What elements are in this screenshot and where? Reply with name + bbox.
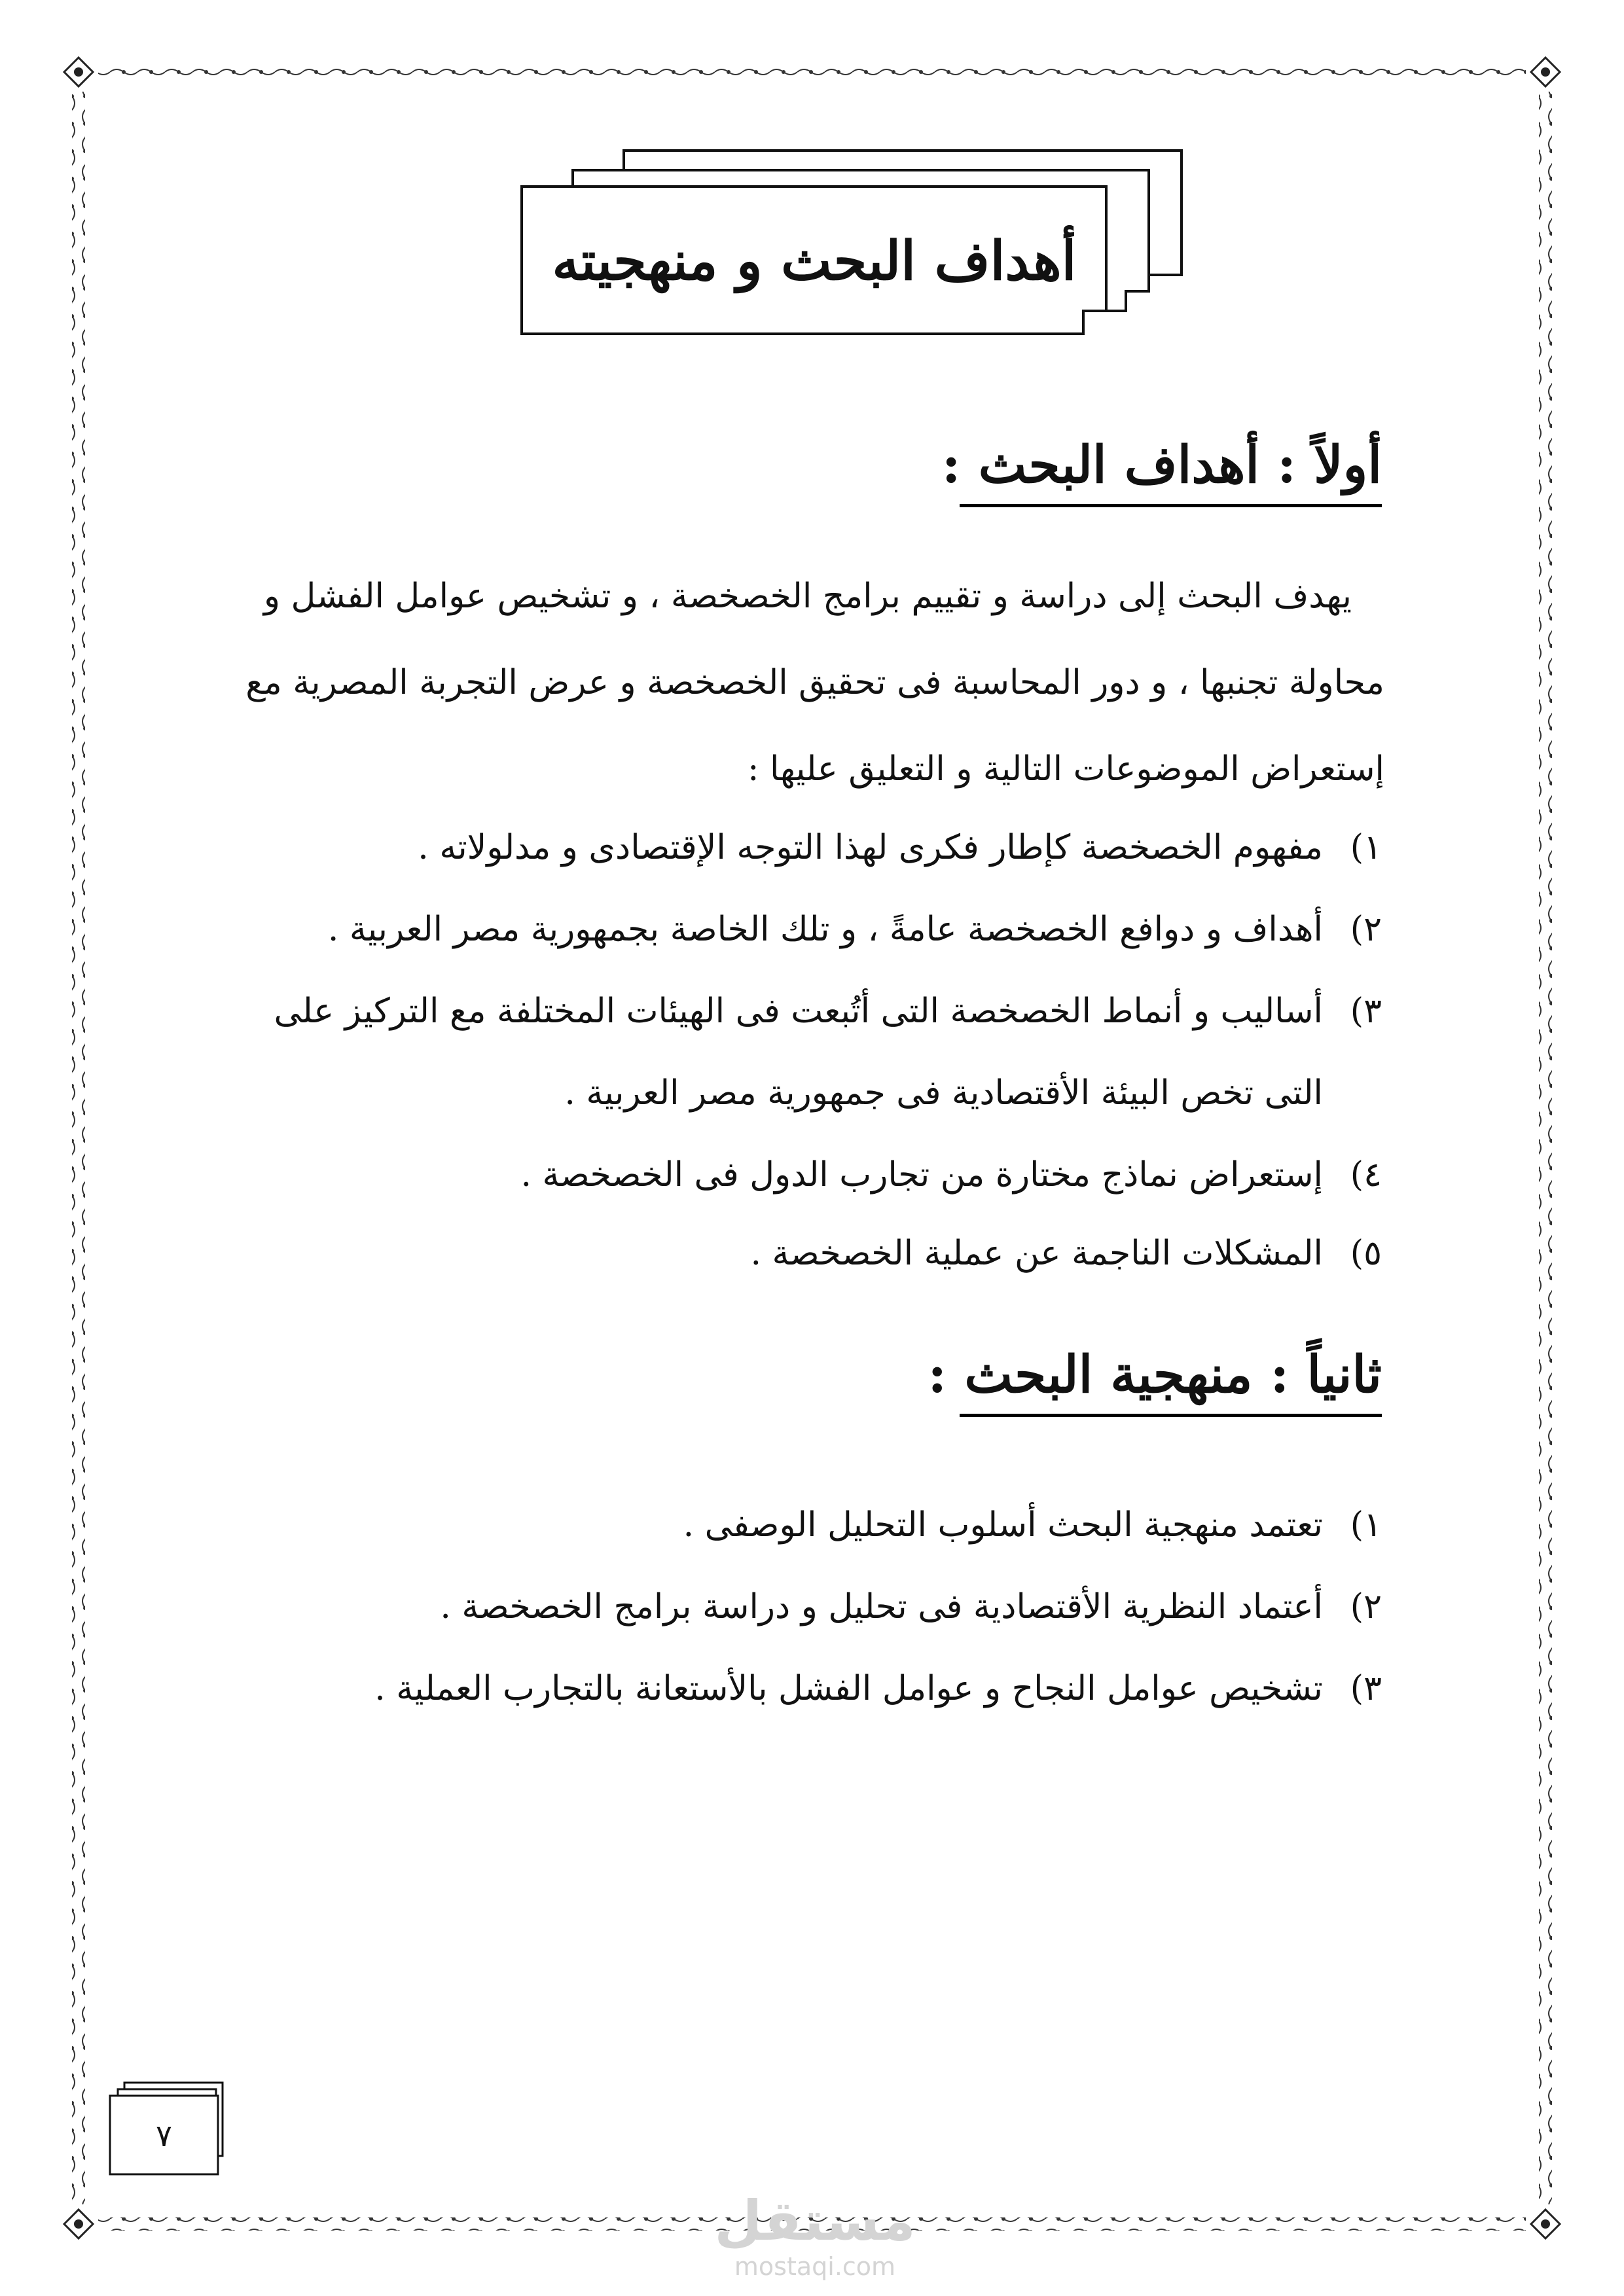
corner-ornament-top-left: [64, 58, 93, 86]
section-heading-methodology: ثانياً : منهجية البحث :: [928, 1345, 1382, 1405]
list-item-continuation: التى تخص البيئة الأقتصادية فى جمهورية مصر العربية .: [564, 1073, 1323, 1113]
paragraph-line: إستعراض الموضوعات التالية و التعليق عليها :: [748, 749, 1384, 789]
corner-ornament-bottom-right: [1531, 2210, 1560, 2238]
border-top: [98, 65, 1526, 79]
heading-underline: [960, 1414, 1382, 1417]
heading-underline: [960, 504, 1382, 507]
border-left: [72, 92, 85, 2204]
border-right: [1539, 92, 1552, 2204]
list-item: ١)تعتمد منهجية البحث أسلوب التحليل الوصفى .: [683, 1505, 1382, 1545]
watermark: [710, 2189, 920, 2281]
list-item: ٤)إستعراض نماذج مختارة من تجارب الدول فى الخصخصة .: [520, 1155, 1382, 1194]
list-item: ١)مفهوم الخصخصة كإطار فكرى لهذا التوجه الإقتصادى و مدلولاته .: [418, 828, 1382, 867]
section-heading-objectives: أولاً : أهداف البحث :: [941, 435, 1382, 495]
page-number: ٧: [156, 2117, 172, 2153]
list-item: ٣)أساليب و أنماط الخصخصة التى أتُبعت فى الهيئات المختلفة مع التركيز على: [274, 992, 1382, 1031]
corner-ornament-top-right: [1531, 58, 1560, 86]
intro-paragraph: [239, 553, 1384, 812]
corner-ornament-bottom-left: [64, 2210, 93, 2238]
watermark-url: mostaqi.com: [734, 2252, 896, 2281]
list-item: ٣)تشخيص عوامل النجاح و عوامل الفشل بالأستعانة بالتجارب العملية .: [374, 1669, 1382, 1708]
list-item: ٢)أعتماد النظرية الأقتصادية فى تحليل و دراسة برامج الخصخصة .: [440, 1587, 1382, 1626]
list-item: ٥)المشكلات الناجمة عن عملية الخصخصة .: [750, 1234, 1382, 1273]
watermark-logo-text: مستقل: [714, 2189, 916, 2253]
page-title: أهداف البحث و منهجيته: [552, 230, 1077, 293]
list-item: ٢)أهداف و دوافع الخصخصة عامةً ، و تلك الخاصة بجمهورية مصر العربية .: [327, 910, 1382, 949]
paragraph-line: محاولة تجنبها ، و دور المحاسبة فى تحقيق الخصخصة و عرض التجربة المصرية مع: [245, 663, 1384, 702]
paragraph-line: يهدف البحث إلى دراسة و تقييم برامج الخصخصة ، و تشخيص عوامل الفشل و: [263, 577, 1352, 616]
